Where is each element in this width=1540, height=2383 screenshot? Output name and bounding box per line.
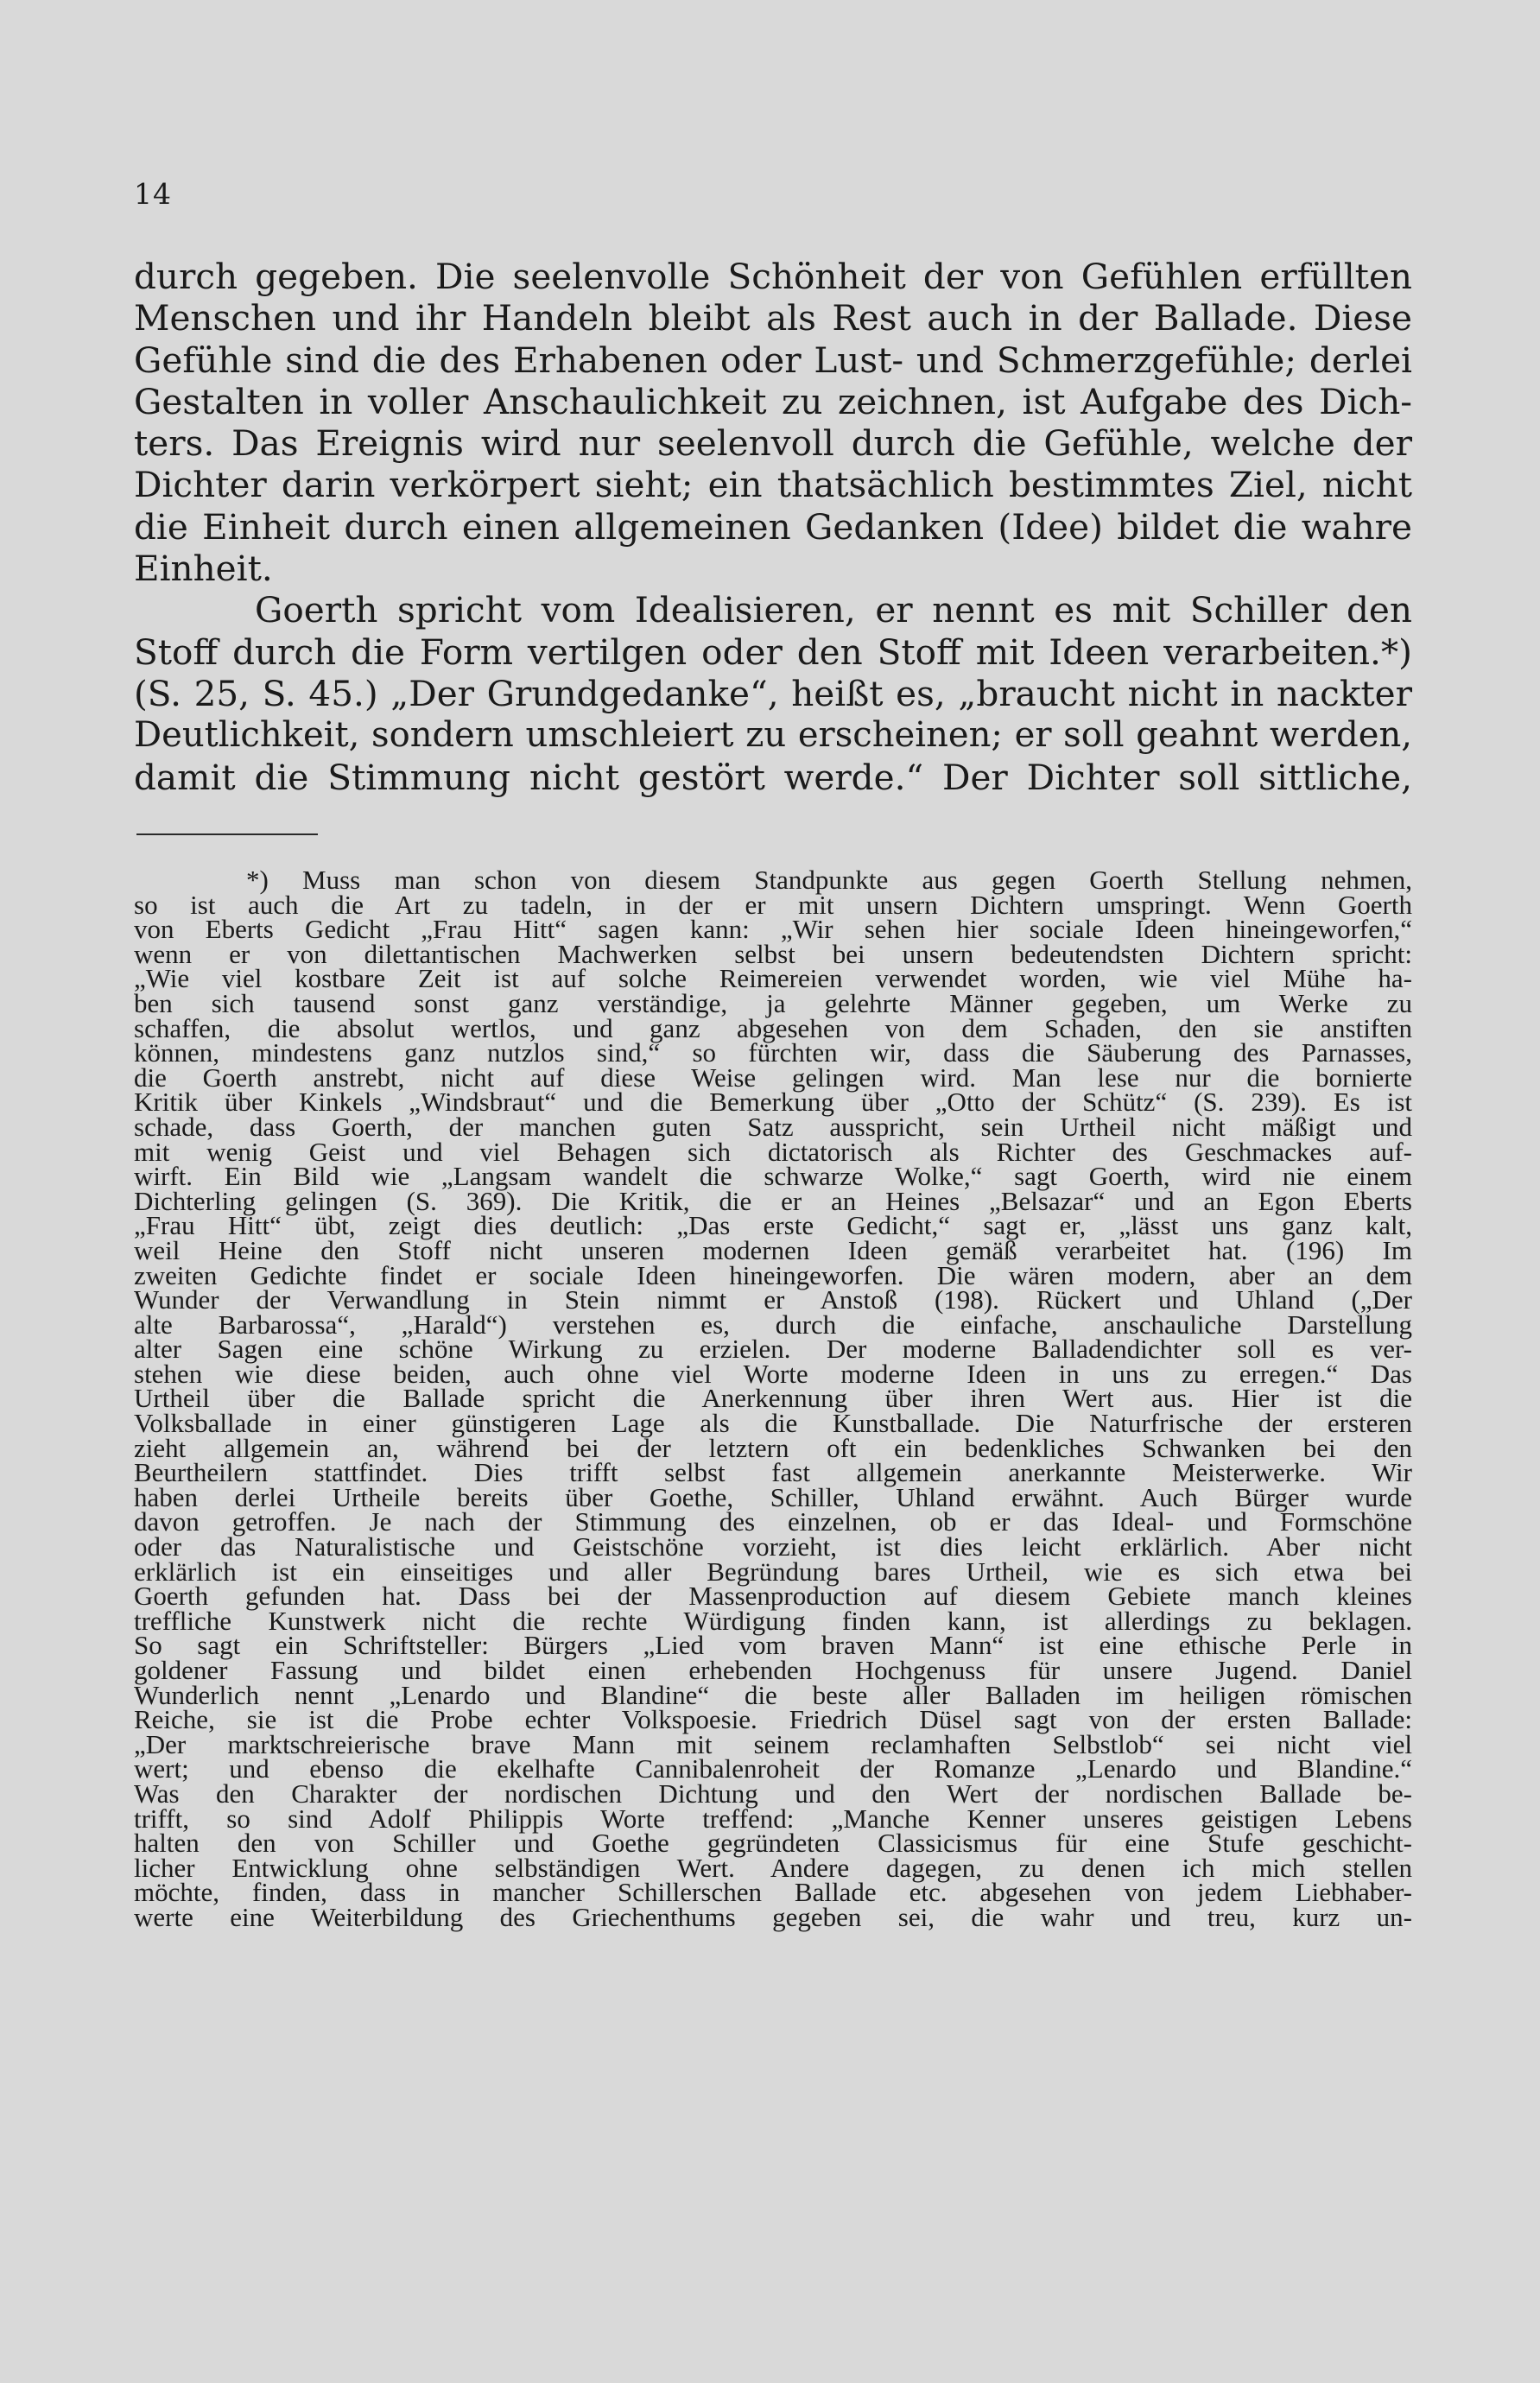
footnote-line: Beurtheilern stattfindet. Dies trifft selbst fast allgemein anerkannte Meisterwerke. Wir — [134, 1457, 1412, 1488]
footnote-line: Kritik über Kinkels „Windsbraut“ und die Bemerkung über „Otto der Schütz“ (S. 239). Es ist — [134, 1087, 1412, 1118]
footnote-line: Wunder der Verwandlung in Stein nimmt er Anstoß (198). Rückert und Uhland („Der — [134, 1284, 1412, 1315]
main-text-block — [134, 256, 1412, 798]
footnote-line: Reiche, sie ist die Probe echter Volkspoesie. Friedrich Düsel sagt von der ersten Ballade: — [134, 1704, 1412, 1735]
footnote-line: treffliche Kunstwerk nicht die rechte Würdigung finden kann, ist allerdings zu beklagen. — [134, 1605, 1412, 1636]
footnote-line: licher Entwicklung ohne selbständigen Wert. Andere dagegen, zu denen ich mich stellen — [134, 1852, 1412, 1883]
footnote-line: schaffen, die absolut wertlos, und ganz abgesehen von dem Schaden, den sie anstiften — [134, 1012, 1412, 1043]
footnote-line: Volksballade in einer günstigeren Lage als die Kunstballade. Die Naturfrische der ersteren — [134, 1408, 1412, 1439]
footnote-line: Urtheil über die Ballade spricht die Anerkennung über ihren Wert aus. Hier ist die — [134, 1383, 1412, 1414]
footnote-line: Dichterling gelingen (S. 369). Die Kritik, die er an Heines „Belsazar“ und an Egon Eberts — [134, 1185, 1412, 1216]
footnote-line: stehen wie diese beiden, auch ohne viel Worte moderne Ideen in uns zu erregen.“ Das — [134, 1358, 1412, 1389]
main-text-line: die Einheit durch einen allgemeinen Gedanken (Idee) bildet die wahre — [134, 505, 1412, 548]
footnote-line: alte Barbarossa“, „Harald“) verstehen es, durch die einfache, anschauliche Darstellung — [134, 1309, 1412, 1340]
footnote-line: alter Sagen eine schöne Wirkung zu erzielen. Der moderne Balladendichter soll es ver- — [134, 1334, 1412, 1365]
main-text-line: Gestalten in voller Anschaulichkeit zu zeichnen, ist Aufgabe des Dich- — [134, 380, 1412, 422]
main-text-line: Einheit. — [134, 548, 273, 590]
footnote-line: Goerth gefunden hat. Dass bei der Massenproduction auf diesem Gebiete manch kleines — [134, 1581, 1412, 1612]
main-text-line: Deutlichkeit, sondern umschleiert zu erscheinen; er soll geahnt werden, — [134, 715, 1412, 756]
footnote-line: „Wie viel kostbare Zeit ist auf solche Reimereien verwendet worden, wie viel Mühe ha- — [134, 963, 1412, 994]
footnote-line: „Frau Hitt“ übt, zeigt dies deutlich: „Das erste Gedicht,“ sagt er, „lässt uns ganz kalt, — [134, 1210, 1412, 1241]
footnote-divider — [136, 833, 318, 835]
footnote-line: wirft. Ein Bild wie „Langsam wandelt die schwarze Wolke,“ sagt Goerth, wird nie einem — [134, 1161, 1412, 1192]
footnote-line: halten den von Schiller und Goethe gegründeten Classicismus für eine Stufe geschicht- — [134, 1828, 1412, 1859]
footnote-line: So sagt ein Schriftsteller: Bürgers „Lied vom braven Mann“ ist eine ethische Perle in — [134, 1630, 1412, 1661]
footnote-line: die Goerth anstrebt, nicht auf diese Weise gelingen wird. Man lese nur die bornierte — [134, 1062, 1412, 1093]
footnote-line: Wunderlich nennt „Lenardo und Blandine“ die beste aller Balladen im heiligen römischen — [134, 1679, 1412, 1710]
footnote-line: möchte, finden, dass in mancher Schillerschen Ballade etc. abgesehen von jedem Liebhaber- — [134, 1877, 1412, 1908]
main-text-line: durch gegeben. Die seelenvolle Schönheit der von Gefühlen erfüllten — [134, 256, 1412, 297]
footnote-line: schade, dass Goerth, der manchen guten Satz ausspricht, sein Urtheil nicht mäßigt und — [134, 1111, 1412, 1142]
main-text-line: Goerth spricht vom Idealisieren, er nennt es mit Schiller den — [255, 589, 1412, 631]
footnote-line: wert; und ebenso die ekelhafte Cannibalenroheit der Romanze „Lenardo und Blandine.“ — [134, 1753, 1412, 1784]
footnote-line: goldener Fassung und bildet einen erhebenden Hochgenuss für unsere Jugend. Daniel — [134, 1655, 1412, 1685]
main-text-line: (S. 25, S. 45.) „Der Grundgedanke“, heißt es, „braucht nicht in nackter — [134, 672, 1412, 714]
footnote-line: haben derlei Urtheile bereits über Goethe, Schiller, Uhland erwähnt. Auch Bürger wurde — [134, 1481, 1412, 1512]
footnote-line: weil Heine den Stoff nicht unseren modernen Ideen gemäß verarbeitet hat. (196) Im — [134, 1234, 1412, 1265]
footnote-line: oder das Naturalistische und Geistschöne vorzieht, ist dies leicht erklärlich. Aber nicht — [134, 1531, 1412, 1562]
footnote-line: „Der marktschreierische brave Mann mit seinem reclamhaften Selbstlob“ sei nicht viel — [134, 1728, 1412, 1759]
footnote-line: erklärlich ist ein einseitiges und aller Begründung bares Urtheil, wie es sich etwa bei — [134, 1556, 1412, 1587]
footnote-block — [134, 865, 1412, 1932]
footnote-line: wenn er von dilettantischen Machwerken selbst bei unsern bedeutendsten Dichtern spricht: — [134, 938, 1412, 969]
footnote-line: zieht allgemein an, während bei der letztern oft ein bedenkliches Schwanken bei den — [134, 1432, 1412, 1463]
main-text-line: Gefühle sind die des Erhabenen oder Lust- und Schmerzgefühle; derlei — [134, 339, 1412, 381]
footnote-line: *) Muss man schon von diesem Standpunkte aus gegen Goerth Stellung nehmen, — [246, 865, 1412, 895]
footnote-line: ben sich tausend sonst ganz verständige, ja gelehrte Männer gegeben, um Werke zu — [134, 987, 1412, 1018]
main-text-line: damit die Stimmung nicht gestört werde.“ Der Dichter soll sittliche, — [134, 756, 1412, 798]
main-text-line: Stoff durch die Form vertilgen oder den Stoff mit Ideen verarbeiten.*) — [134, 631, 1412, 673]
footnote-line: Was den Charakter der nordischen Dichtung und den Wert der nordischen Ballade be- — [134, 1778, 1412, 1809]
footnote-line: so ist auch die Art zu tadeln, in der er mit unsern Dichtern umspringt. Wenn Goerth — [134, 889, 1412, 920]
main-text-line: ters. Das Ereignis wird nur seelenvoll durch die Gefühle, welche der — [134, 422, 1412, 465]
footnote-line: mit wenig Geist und viel Behagen sich dictatorisch als Richter des Geschmackes auf- — [134, 1136, 1412, 1167]
footnote-line: trifft, so sind Adolf Philippis Worte treffend: „Manche Kenner unseres geistigen Lebens — [134, 1803, 1412, 1834]
main-text-line: Dichter darin verkörpert sieht; ein thatsächlich bestimmtes Ziel, nicht — [134, 464, 1412, 506]
main-text-line: Menschen und ihr Handeln bleibt als Rest auch in der Ballade. Diese — [134, 297, 1412, 339]
footnote-line: von Eberts Gedicht „Frau Hitt“ sagen kann: „Wir sehen hier sociale Ideen hineingeworfen,“ — [134, 914, 1412, 945]
footnote-line: zweiten Gedichte findet er sociale Ideen hineingeworfen. Die wären modern, aber an dem — [134, 1259, 1412, 1290]
footnote-line: können, mindestens ganz nutzlos sind,“ so fürchten wir, dass die Säuberung des Parnasses, — [134, 1037, 1412, 1068]
footnote-line: werte eine Weiterbildung des Griechenthums gegeben sei, die wahr und treu, kurz un- — [134, 1901, 1412, 1932]
footnote-line: davon getroffen. Je nach der Stimmung des einzelnen, ob er das Ideal- und Formschöne — [134, 1506, 1412, 1537]
page-number: 14 — [134, 177, 172, 211]
